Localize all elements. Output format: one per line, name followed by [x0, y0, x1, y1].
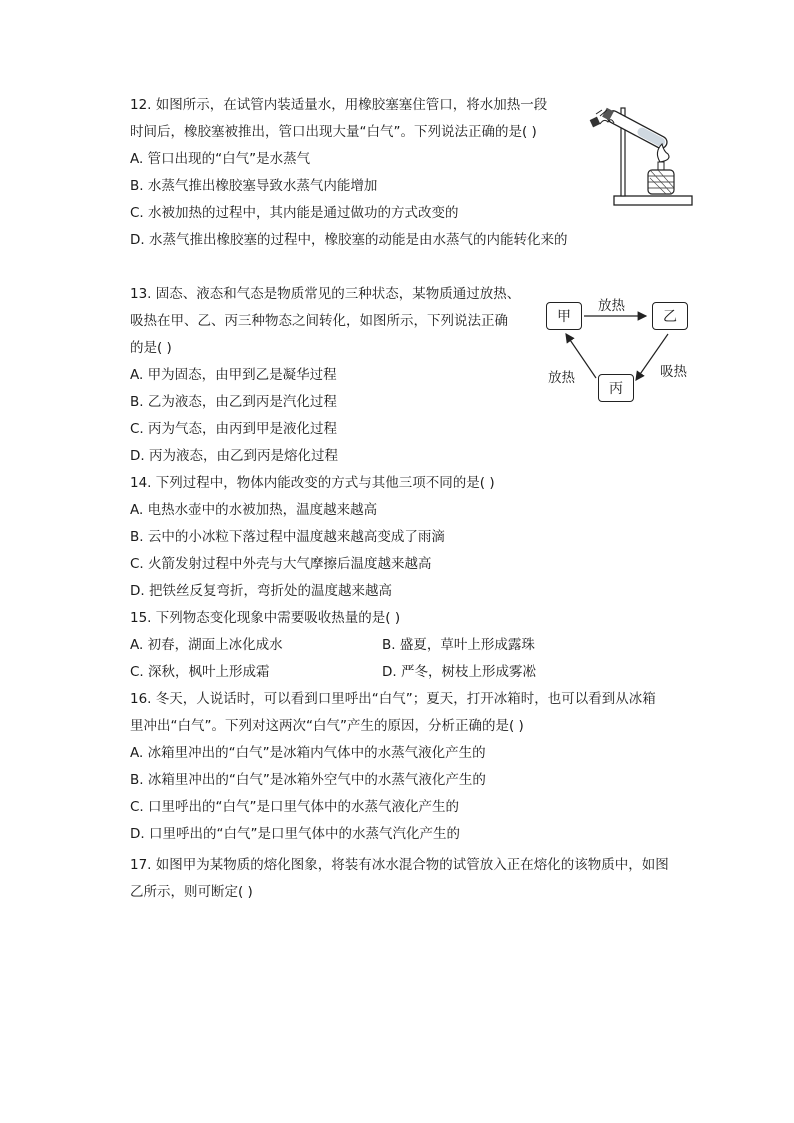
q16-option-d: D. 口里呼出的“白气”是口里气体中的水蒸气汽化产生的: [130, 826, 460, 842]
q13-stem-line2: 吸热在甲、乙、丙三种物态之间转化，如图所示，下列说法正确: [130, 313, 508, 329]
q13-option-a: A. 甲为固态，由甲到乙是凝华过程: [130, 367, 337, 383]
state-transition-diagram: [540, 290, 700, 410]
q12-option-d: D. 水蒸气推出橡胶塞的过程中，橡胶塞的动能是由水蒸气的内能转化来的: [130, 232, 568, 248]
q16-stem-line2: 里冲出“白气”。下列对这两次“白气”产生的原因，分析正确的是( ): [130, 718, 524, 734]
node-bing: 丙: [598, 374, 634, 402]
q14-option-c: C. 火箭发射过程中外壳与大气摩擦后温度越来越高: [130, 556, 432, 572]
q16-option-b: B. 冰箱里冲出的“白气”是冰箱外空气中的水蒸气液化产生的: [130, 772, 486, 788]
q17-stem-line1: 17. 如图甲为某物质的熔化图象，将装有冰水混合物的试管放入正在熔化的该物质中，如图: [130, 857, 669, 873]
q13-stem-line1: 13. 固态、液态和气态是物质常见的三种状态，某物质通过放热、: [130, 286, 521, 302]
q12-option-a: A. 管口出现的“白气”是水蒸气: [130, 151, 311, 167]
q13-stem-line3: 的是( ): [130, 340, 172, 356]
q12-option-c: C. 水被加热的过程中，其内能是通过做功的方式改变的: [130, 205, 459, 221]
q15-option-d: D. 严冬，树枝上形成雾凇: [382, 664, 536, 680]
node-yi: 乙: [652, 302, 688, 330]
q12-option-b: B. 水蒸气推出橡胶塞导致水蒸气内能增加: [130, 178, 378, 194]
label-absorb-heat: 吸热: [660, 364, 687, 380]
q15-option-b: B. 盛夏，草叶上形成露珠: [382, 637, 535, 653]
q14-option-a: A. 电热水壶中的水被加热，温度越来越高: [130, 502, 378, 518]
q14-option-b: B. 云中的小冰粒下落过程中温度越来越高变成了雨滴: [130, 529, 445, 545]
q12-stem-line1: 12. 如图所示，在试管内装适量水，用橡胶塞塞住管口，将水加热一段: [130, 97, 548, 113]
q13-option-b: B. 乙为液态，由乙到丙是汽化过程: [130, 394, 337, 410]
q14-option-d: D. 把铁丝反复弯折，弯折处的温度越来越高: [130, 583, 392, 599]
q16-option-a: A. 冰箱里冲出的“白气”是冰箱内气体中的水蒸气液化产生的: [130, 745, 486, 761]
q17-stem-line2: 乙所示，则可断定( ): [130, 884, 253, 900]
q15-option-a: A. 初春，湖面上冰化成水: [130, 637, 283, 653]
q14-stem: 14. 下列过程中，物体内能改变的方式与其他三项不同的是( ): [130, 475, 495, 491]
q16-stem-line1: 16. 冬天，人说话时，可以看到口里呼出“白气”；夏天，打开冰箱时，也可以看到从冰箱: [130, 691, 656, 707]
test-tube-apparatus-figure: [588, 100, 696, 212]
q13-option-c: C. 丙为气态，由丙到甲是液化过程: [130, 421, 338, 437]
q12-stem-line2: 时间后，橡胶塞被推出，管口出现大量“白气”。下列说法正确的是( ): [130, 124, 537, 140]
label-release-heat-top: 放热: [598, 298, 625, 314]
q16-option-c: C. 口里呼出的“白气”是口里气体中的水蒸气液化产生的: [130, 799, 459, 815]
q15-option-c: C. 深秋，枫叶上形成霜: [130, 664, 270, 680]
label-release-heat-left: 放热: [548, 370, 575, 386]
q15-stem: 15. 下列物态变化现象中需要吸收热量的是( ): [130, 610, 401, 626]
q13-option-d: D. 丙为液态，由乙到丙是熔化过程: [130, 448, 338, 464]
node-jia: 甲: [546, 302, 582, 330]
